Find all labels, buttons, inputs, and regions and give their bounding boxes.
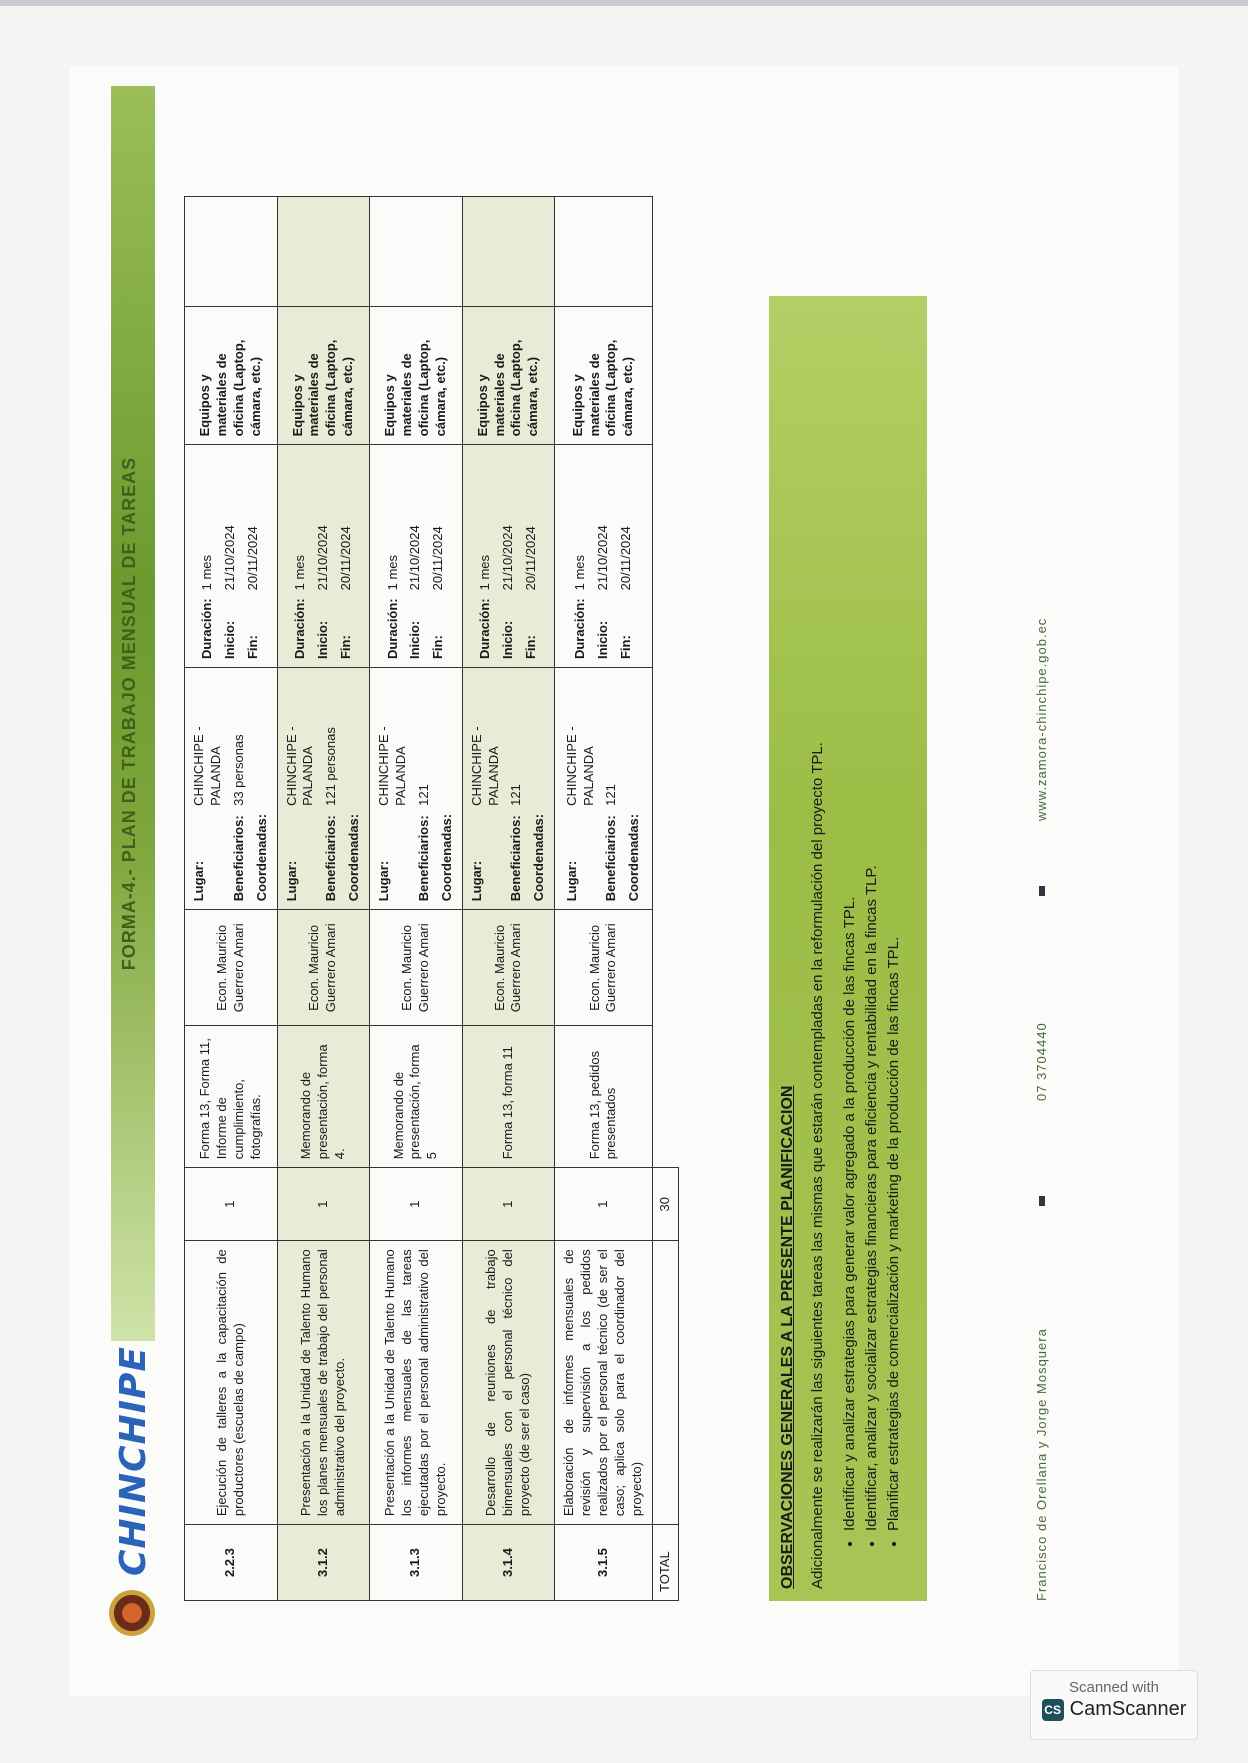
label-duracion: Duración: xyxy=(384,598,400,660)
observations-list xyxy=(839,865,905,1551)
label-coordenadas: Coordenadas: xyxy=(438,813,454,902)
row-end: 20/11/2024 xyxy=(617,526,633,591)
document-title: FORMA-4.- PLAN DE TRABAJO MENSUAL DE TAREAS xyxy=(119,456,139,971)
row-place: CHINCHIPE - PALANDA xyxy=(191,726,223,806)
header-band xyxy=(109,86,157,1636)
label-duracion: Duración: xyxy=(572,598,588,660)
row-place: CHINCHIPE - PALANDA xyxy=(376,726,409,806)
row-location-cell xyxy=(462,668,555,910)
camscanner-icon: CS xyxy=(1042,1699,1064,1721)
label-coordenadas: Coordenadas: xyxy=(346,813,362,902)
row-code: 3.1.2 xyxy=(277,1525,370,1601)
total-row xyxy=(652,197,678,1601)
row-activity: Desarrollo de reuniones de trabajo bimensuales con el personal técnico del proyecto (de ser el caso) xyxy=(462,1241,555,1525)
label-beneficiarios: Beneficiarios: xyxy=(508,815,524,902)
label-coordenadas: Coordenadas: xyxy=(531,813,547,902)
row-activity: Presentación a la Unidad de Talento Humano los planes mensuales de trabajo del personal administrativo del proyecto. xyxy=(277,1241,370,1525)
observations-title: OBSERVACIONES GENERALES A LA PRESENTE PLANIFICACION xyxy=(779,1085,796,1589)
row-responsible: Econ. Mauricio Guerrero Amari xyxy=(185,910,278,1026)
total-value: 30 xyxy=(652,1168,678,1241)
observations-intro: Adicionalmente se realizarán las siguientes tareas las mismas que estarán contempladas en la reformulación del proyecto TPL. xyxy=(809,742,826,1589)
row-responsible: Econ. Mauricio Guerrero Amari xyxy=(277,910,370,1026)
row-end: 20/11/2024 xyxy=(245,526,261,591)
row-quantity: 1 xyxy=(185,1168,278,1241)
seal-logo-icon xyxy=(109,1590,155,1636)
footer-address: Francisco de Orellana y Jorge Mosquera xyxy=(1034,1328,1049,1601)
row-beneficiaries: 33 personas xyxy=(230,734,246,806)
row-empty-cell xyxy=(185,197,278,307)
label-lugar: Lugar: xyxy=(191,860,206,902)
row-schedule-cell xyxy=(185,445,278,668)
row-quantity: 1 xyxy=(277,1168,370,1241)
table-row xyxy=(370,197,463,1601)
logo-text: CHINCHIPE xyxy=(113,1346,154,1576)
row-resources: Equipos y materiales de oficina (Laptop, cámara, etc.) xyxy=(185,307,278,445)
row-beneficiaries: 121 xyxy=(508,784,524,806)
row-location-cell xyxy=(555,668,652,910)
label-duracion: Duración: xyxy=(292,598,307,660)
row-location-cell xyxy=(185,668,278,910)
label-coordenadas: Coordenadas: xyxy=(626,813,642,902)
scan-top-edge xyxy=(0,0,1248,6)
row-responsible: Econ. Mauricio Guerrero Amari xyxy=(462,910,555,1026)
table-row xyxy=(462,197,555,1601)
row-responsible: Econ. Mauricio Guerrero Amari xyxy=(370,910,463,1026)
row-schedule-cell xyxy=(277,445,370,668)
row-duration: 1 mes xyxy=(292,554,307,591)
row-location-cell xyxy=(370,668,463,910)
row-beneficiaries: 121 xyxy=(603,784,619,806)
row-code: 3.1.3 xyxy=(370,1525,463,1601)
row-end: 20/11/2024 xyxy=(522,526,538,591)
label-beneficiarios: Beneficiarios: xyxy=(603,815,619,902)
label-beneficiarios: Beneficiarios: xyxy=(323,815,339,902)
camscanner-badge xyxy=(1030,1670,1198,1740)
row-code: 2.2.3 xyxy=(185,1525,278,1601)
row-activity: Ejecución de talleres a la capacitación de productores (escuelas de campo) xyxy=(185,1241,278,1525)
label-lugar: Lugar: xyxy=(563,860,579,902)
row-quantity: 1 xyxy=(555,1168,652,1241)
observation-item: • Planificar estrategias de comercialización y marketing de la producción de las fincas TPL. xyxy=(883,865,905,1531)
row-start: 21/10/2024 xyxy=(222,525,238,591)
row-end: 20/11/2024 xyxy=(430,526,446,591)
observation-item: • Identificar, analizar y socializar estrategias financieras para eficiencia y rentabilidad en la fincas TLP. xyxy=(861,865,883,1531)
row-start: 21/10/2024 xyxy=(595,525,611,591)
row-code: 3.1.4 xyxy=(462,1525,555,1601)
label-inicio: Inicio: xyxy=(500,620,516,660)
label-beneficiarios: Beneficiarios: xyxy=(415,815,431,902)
total-empty xyxy=(652,197,678,1168)
row-start: 21/10/2024 xyxy=(314,525,330,591)
label-inicio: Inicio: xyxy=(407,620,423,660)
label-inicio: Inicio: xyxy=(222,620,238,660)
row-place: CHINCHIPE - PALANDA xyxy=(468,726,501,806)
row-activity: Presentación a la Unidad de Talento Humano los informes mensuales de las tareas ejecutadas por el personal administrativo del proyecto. xyxy=(370,1241,463,1525)
label-lugar: Lugar: xyxy=(468,860,484,902)
row-duration: 1 mes xyxy=(477,554,493,591)
row-quantity: 1 xyxy=(370,1168,463,1241)
row-activity: Elaboración de informes mensuales de revisión y supervisión a los pedidos realizados por el personal técnico (de ser el caso; aplica solo para el coordinador del proyecto) xyxy=(555,1241,652,1525)
row-end: 20/11/2024 xyxy=(337,526,353,591)
row-quantity: 1 xyxy=(462,1168,555,1241)
label-lugar: Lugar: xyxy=(283,860,299,902)
row-empty-cell xyxy=(555,197,652,307)
document-page xyxy=(69,66,1179,1696)
tasks-table xyxy=(184,196,679,1601)
observation-item: • Identificar y analizar estrategias para generar valor agregado a la producción de las fincas TPL. xyxy=(839,865,861,1531)
row-empty-cell xyxy=(370,197,463,307)
row-duration: 1 mes xyxy=(199,554,215,591)
title-bar xyxy=(111,86,155,1341)
row-resources: Equipos y materiales de oficina (Laptop, cámara, etc.) xyxy=(462,307,555,445)
table-row xyxy=(277,197,370,1601)
label-duracion: Duración: xyxy=(477,598,493,660)
row-verification: Memorando de presentación, forma 5 xyxy=(370,1026,463,1168)
row-place: CHINCHIPE - PALANDA xyxy=(283,726,316,806)
row-empty-cell xyxy=(462,197,555,307)
label-beneficiarios: Beneficiarios: xyxy=(230,815,246,902)
label-fin: Fin: xyxy=(522,635,538,660)
label-fin: Fin: xyxy=(245,635,261,660)
row-beneficiaries: 121 xyxy=(415,784,431,806)
label-lugar: Lugar: xyxy=(376,860,392,902)
table-row xyxy=(185,197,278,1601)
row-verification: Forma 13, forma 11 xyxy=(462,1026,555,1168)
row-duration: 1 mes xyxy=(572,554,588,591)
row-start: 21/10/2024 xyxy=(407,525,423,591)
footer-separator xyxy=(1039,886,1045,896)
row-schedule-cell xyxy=(462,445,555,668)
footer-phone: 07 3704440 xyxy=(1034,1022,1049,1101)
row-start: 21/10/2024 xyxy=(500,525,516,591)
row-verification: Memorando de presentación, forma 4. xyxy=(277,1026,370,1168)
row-schedule-cell xyxy=(370,445,463,668)
row-empty-cell xyxy=(277,197,370,307)
badge-brand xyxy=(1031,1698,1197,1721)
table-row xyxy=(555,197,652,1601)
total-label: TOTAL xyxy=(652,1525,678,1601)
footer-separator xyxy=(1039,1196,1045,1206)
row-verification: Forma 13, pedidos presentados xyxy=(555,1026,652,1168)
row-beneficiaries: 121 personas xyxy=(323,727,339,806)
label-duracion: Duración: xyxy=(199,598,215,660)
row-verification: Forma 13, Forma 11, Informe de cumplimiento, fotografías. xyxy=(185,1026,278,1168)
row-resources: Equipos y materiales de oficina (Laptop, cámara, etc.) xyxy=(277,307,370,445)
row-place: CHINCHIPE - PALANDA xyxy=(563,726,596,806)
total-spacer xyxy=(652,1241,678,1525)
label-fin: Fin: xyxy=(617,635,633,660)
row-resources: Equipos y materiales de oficina (Laptop, cámara, etc.) xyxy=(555,307,652,445)
badge-brand-text: CamScanner xyxy=(1069,1698,1187,1720)
label-fin: Fin: xyxy=(430,635,446,660)
row-location-cell xyxy=(277,668,370,910)
badge-top-text: Scanned with xyxy=(1068,1679,1160,1696)
footer-website: www.zamora-chinchipe.gob.ec xyxy=(1034,617,1049,821)
row-code: 3.1.5 xyxy=(555,1525,652,1601)
row-duration: 1 mes xyxy=(384,554,400,591)
label-inicio: Inicio: xyxy=(314,620,330,660)
label-coordenadas: Coordenadas: xyxy=(253,813,269,902)
label-inicio: Inicio: xyxy=(595,620,611,660)
label-fin: Fin: xyxy=(337,635,353,660)
row-responsible: Econ. Mauricio Guerrero Amari xyxy=(555,910,652,1026)
row-resources: Equipos y materiales de oficina (Laptop, cámara, etc.) xyxy=(370,307,463,445)
row-schedule-cell xyxy=(555,445,652,668)
observations-box xyxy=(769,296,927,1601)
